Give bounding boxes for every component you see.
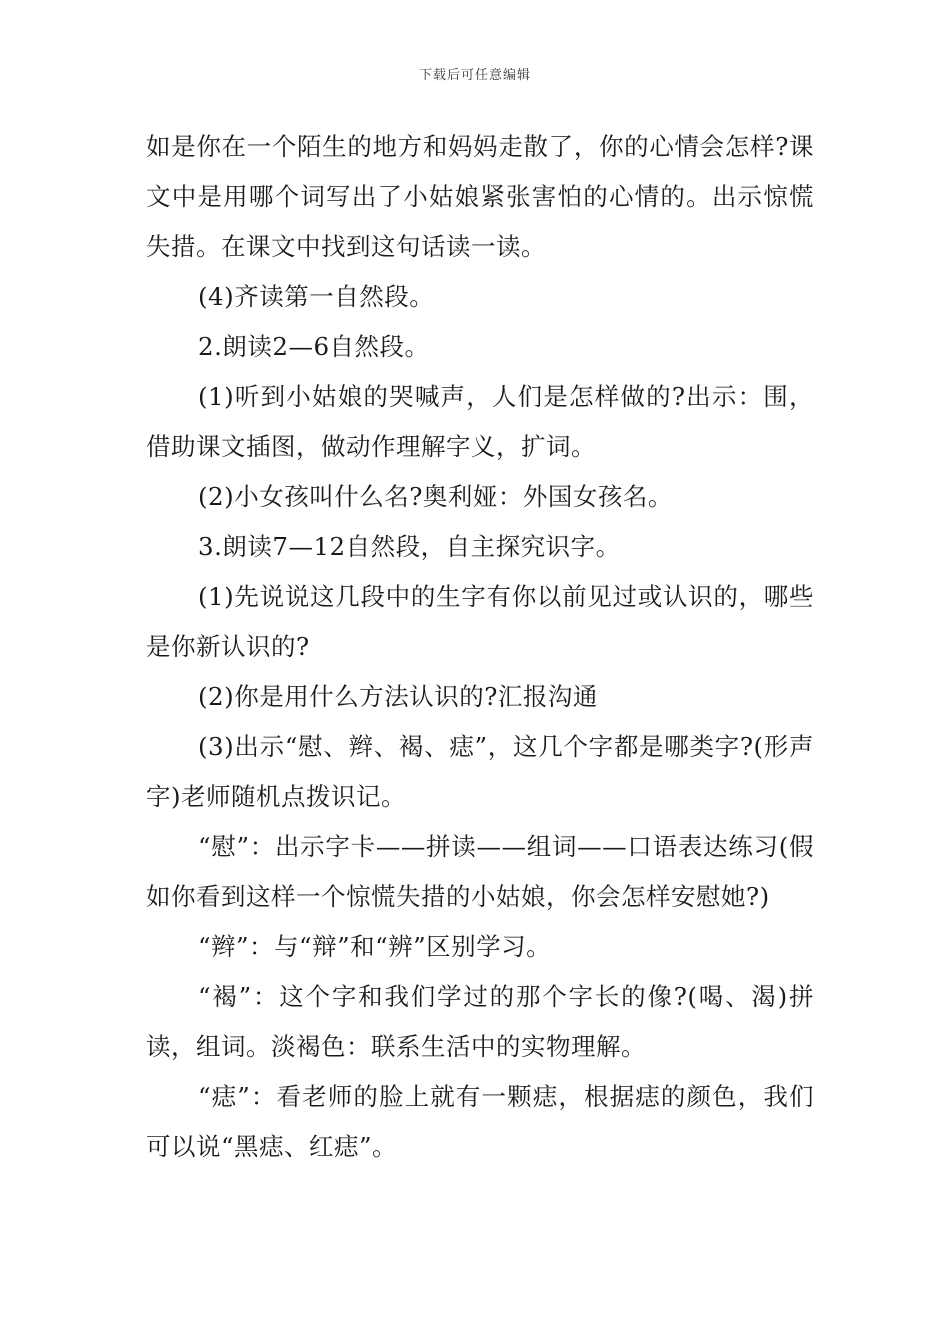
paragraph-10: “慰”：出示字卡——拼读——组词——口语表达练习(假如你看到这样一个惊慌失措的小姑娘，你会怎样安慰她?)	[146, 832, 814, 911]
document-body	[146, 122, 814, 1172]
paragraph-12: “褐”：这个字和我们学过的那个字长的像?(喝、渴)拼读，组词。淡褐色：联系生活中的实物理解。	[146, 982, 814, 1061]
page-header-note: 下载后可任意编辑	[418, 68, 531, 83]
paragraph-5: (2)小女孩叫什么名?奥利娅：外国女孩名。	[198, 482, 673, 511]
paragraph-4: (1)听到小姑娘的哭喊声，人们是怎样做的?出示：围，借助课文插图，做动作理解字义，扩词。	[146, 382, 814, 461]
paragraph-2: (4)齐读第一自然段。	[198, 282, 435, 311]
paragraph-8: (2)你是用什么方法认识的?汇报沟通	[198, 682, 598, 711]
paragraph-11: “辫”：与“辩”和“辨”区别学习。	[198, 932, 552, 961]
paragraph-7: (1)先说说这几段中的生字有你以前见过或认识的，哪些是你新认识的?	[146, 582, 814, 661]
paragraph-6: 3.朗读7—12自然段，自主探究识字。	[198, 532, 621, 561]
paragraph-9: (3)出示“慰、辫、褐、痣”，这几个字都是哪类字?(形声字)老师随机点拨识记。	[146, 732, 814, 811]
paragraph-13: “痣”：看老师的脸上就有一颗痣，根据痣的颜色，我们可以说“黑痣、红痣”。	[146, 1082, 814, 1161]
paragraph-1: 如是你在一个陌生的地方和妈妈走散了，你的心情会怎样?课文中是用哪个词写出了小姑娘紧张害怕的心情的。出示惊慌失措。在课文中找到这句话读一读。	[146, 132, 814, 261]
paragraph-3: 2.朗读2—6自然段。	[198, 332, 430, 361]
